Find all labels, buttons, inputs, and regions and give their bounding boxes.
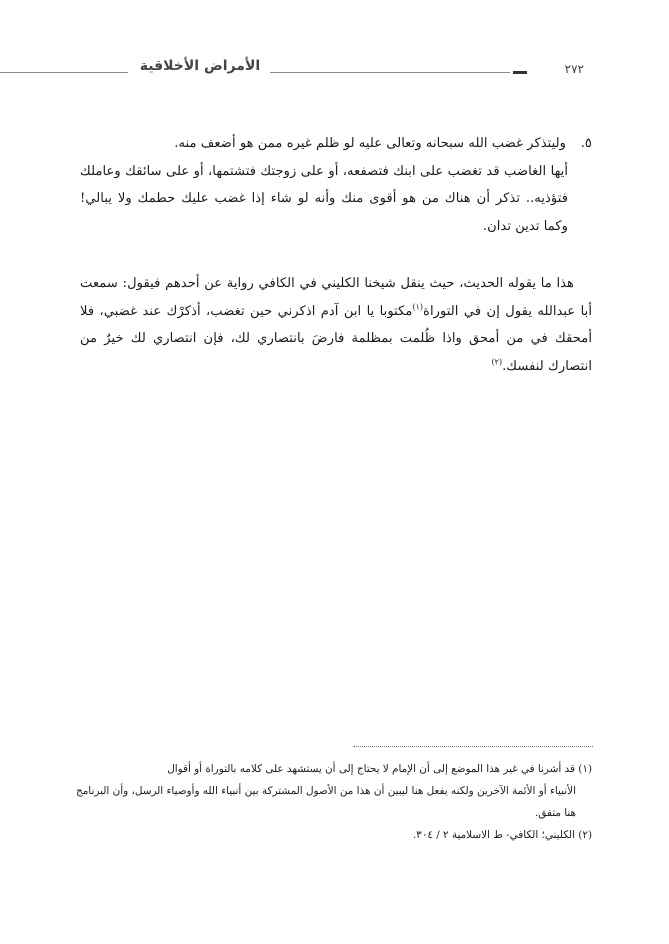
header-dash <box>513 71 527 74</box>
running-title: الأمراض الأخلاقية <box>139 58 261 74</box>
item-number: ٥. <box>580 136 592 151</box>
footnote-1-first-line: (١) قد أشرنا في غير هذا الموضع إلى أن الإمام لا يحتاج إلى أن يستشهد على كلامه بالتوراة أو أقوال <box>167 763 592 775</box>
footnote-2 <box>76 824 592 846</box>
header-rule-left <box>0 72 128 73</box>
footnotes <box>76 758 592 846</box>
footnote-1-continuation: الأنبياء أو الأئمة الآخرين ولكنه يفعل هنا ليبين أن هذا من الأصول المشتركة بين أنبياء الله وأوصياء الرسل، وأن البرنامج هنا متفق. <box>76 785 576 819</box>
page-number: ٢٧٢ <box>564 62 584 76</box>
hadith-paragraph <box>80 270 592 380</box>
footnote-ref-1[interactable]: (١) <box>412 302 424 312</box>
numbered-item-5 <box>80 130 592 240</box>
footnote-ref-2[interactable]: (٢) <box>491 357 503 367</box>
footnote-separator <box>353 746 593 747</box>
item-first-line: وليتذكر غضب الله سبحانه وتعالى عليه لو ظلم غيره ممن هو أضعف منه. <box>174 136 566 151</box>
footnote-1 <box>76 758 592 824</box>
footnote-2-text: (٢) الكليني؛ الكافي- ط الاسلامية ٢ / ٣٠٤. <box>412 829 592 841</box>
paragraph-text-end: مكتوبا يا ابن آدم اذكرني حين تغضب، أذكرْك عند غضبي، فلا أمحقك في من أمحق واذا ظُلمت بمظلمة فارضَ بانتصاري لك، فإن انتصاري لك خيرٌ من انتصارك لنفسك. <box>80 303 592 374</box>
paragraph-text-start: هذا ما يقوله الحديث، حيث ينقل شيخنا الكليني في الكافي رواية عن أحدهم فيقول: سمعت أبا عبدالله يقول إن في التوراة <box>80 276 593 319</box>
header-rule-middle <box>270 72 510 73</box>
item-continuation: أيها الغاضب قد تغضب على ابنك فتصفعه، أو على زوجتك فتشتمها، أو على سائقك وعاملك فتؤذيه.. تذكر أن هناك من هو أقوى منك وأنه لو شاء إذا غضب عليك حطمك ولا يبالي! وكما تدين تدان. <box>80 163 568 234</box>
